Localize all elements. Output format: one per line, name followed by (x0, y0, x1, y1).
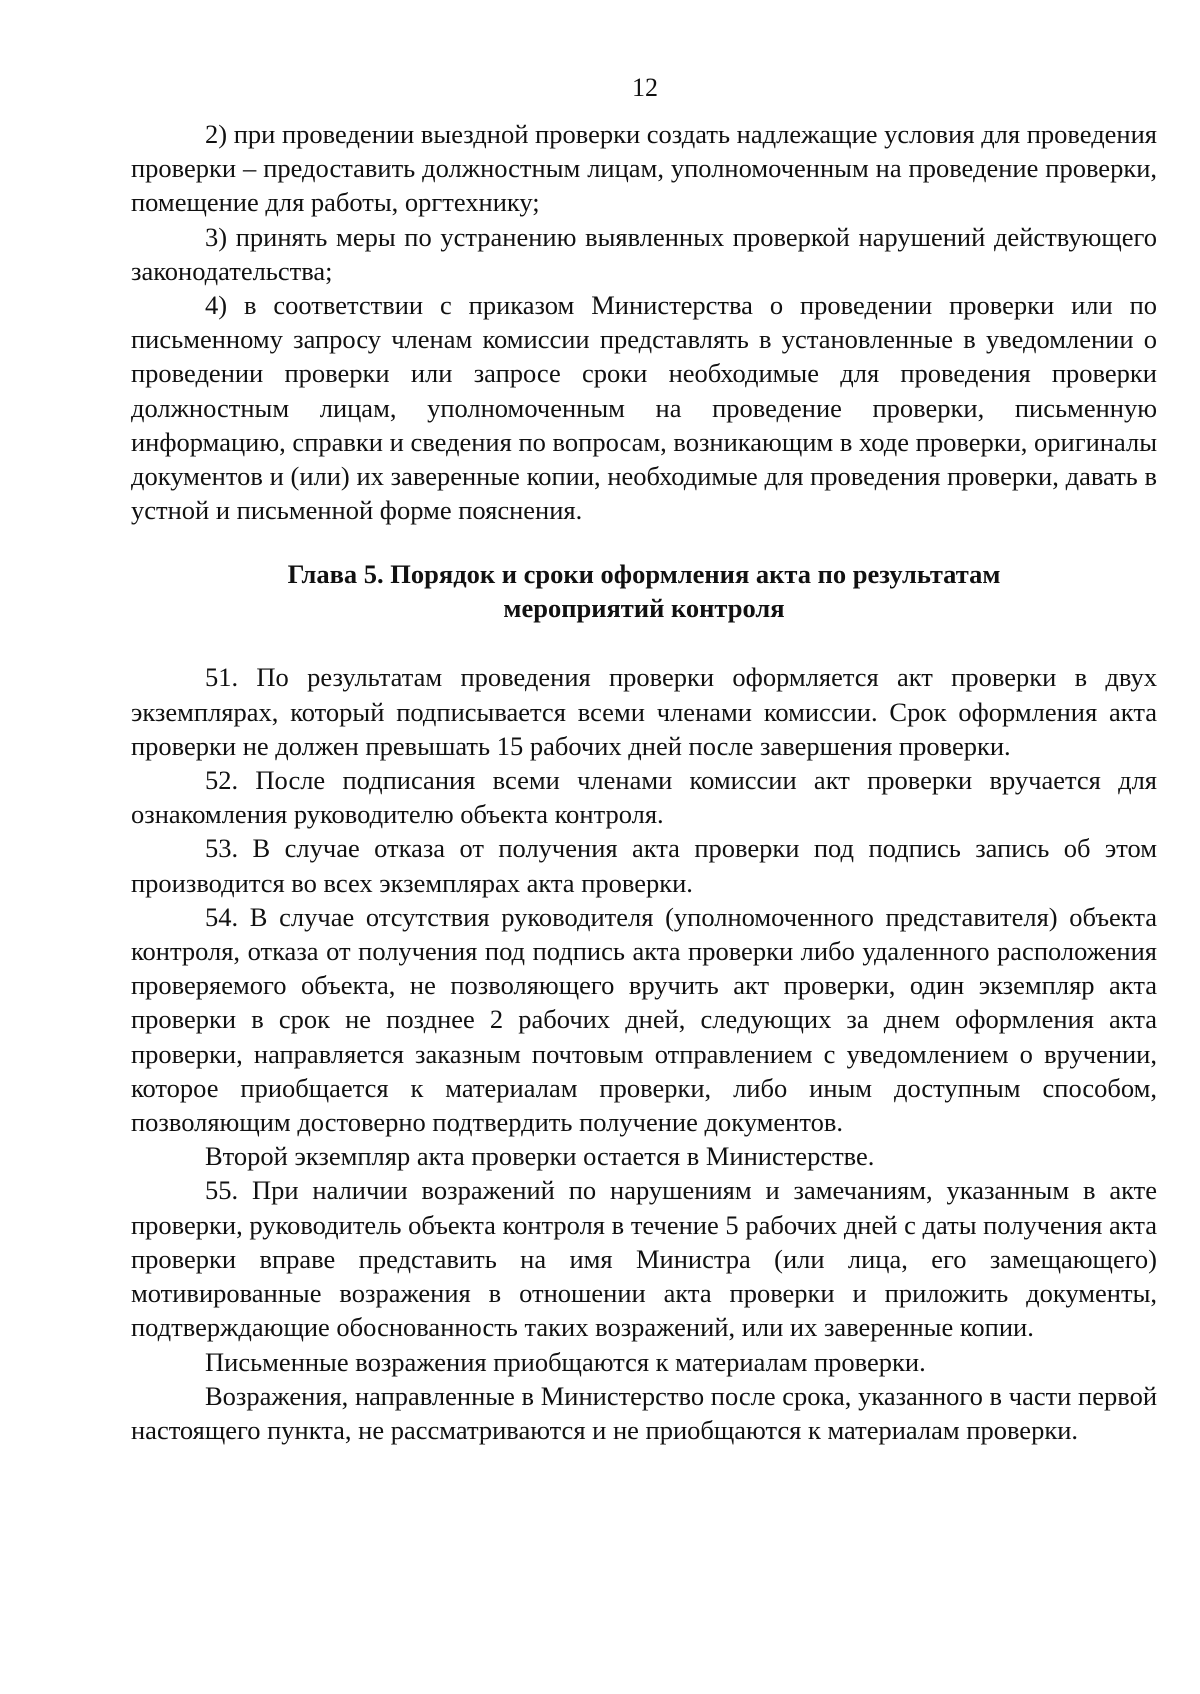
chapter-heading-line-2: мероприятий контроля (503, 593, 785, 624)
paragraph-52: 52. После подписания всеми членами комиссии акт проверки вручается для ознакомления руководителю объекта контроля. (131, 765, 1157, 830)
paragraph-54: 54. В случае отсутствия руководителя (уполномоченного представителя) объекта контроля, отказа от получения под подпись акта проверки либо удаленного расположения проверяемого объекта, не позволяющего вручить акт проверки, один экземпляр акта проверки в срок не позднее 2 рабочих дней, следующих за днем оформления акта проверки, направляется заказным почтовым отправлением с уведомлением о вручении, которое приобщается к материалам проверки, либо иным доступным способом, позволяющим достоверно подтвердить получение документов. (131, 901, 1157, 1138)
paragraph-55-late-objections: Возражения, направленные в Министерство после срока, указанного в части первой настоящего пункта, не рассматриваются и не приобщаются к материалам проверки. (131, 1380, 1157, 1445)
paragraph-51: 51. По результатам проведения проверки оформляется акт проверки в двух экземплярах, который подписывается всеми членами комиссии. Срок оформления акта проверки не должен превышать 15 рабочих дней после завершения проверки. (131, 662, 1157, 761)
paragraph-55: 55. При наличии возражений по нарушениям и замечаниям, указанным в акте проверки, руководитель объекта контроля в течение 5 рабочих дней с даты получения акта проверки вправе представить на имя Министра (или лица, его замещающего) мотивированные возражения в отношении акта проверки и приложить документы, подтверждающие обоснованность таких возражений, или их заверенные копии. (131, 1175, 1157, 1343)
paragraph-55-written-objections: Письменные возражения приобщаются к материалам проверки. (205, 1346, 926, 1377)
paragraph-item-4: 4) в соответствии с приказом Министерства о проведении проверки или по письменному запросу членам комиссии представлять в установленные в уведомлении о проведении проверки или запросе сроки необходимые для проведения проверки должностным лицам, уполномоченным на проведение проверки, письменную информацию, справки и сведения по вопросам, возникающим в ходе проверки, оригиналы документов и (или) их заверенные копии, необходимые для проведения проверки, давать в устной и письменной форме пояснения. (131, 290, 1157, 526)
paragraph-54-second-copy: Второй экземпляр акта проверки остается в Министерстве. (205, 1141, 875, 1172)
paragraph-item-3: 3) принять меры по устранению выявленных проверкой нарушений действующего законодательства; (131, 221, 1157, 286)
page-number: 12 (632, 73, 658, 102)
paragraph-item-2: 2) при проведении выездной проверки создать надлежащие условия для проведения проверки – предоставить должностным лицам, уполномоченным на проведение проверки, помещение для работы, оргтехнику; (131, 119, 1157, 218)
document-body (131, 117, 1157, 1447)
paragraph-53: 53. В случае отказа от получения акта проверки под подпись запись об этом производится во всех экземплярах акта проверки. (131, 833, 1157, 898)
chapter-heading-line-1: Глава 5. Порядок и сроки оформления акта по результатам (287, 559, 1001, 590)
chapter-heading (131, 557, 1157, 625)
